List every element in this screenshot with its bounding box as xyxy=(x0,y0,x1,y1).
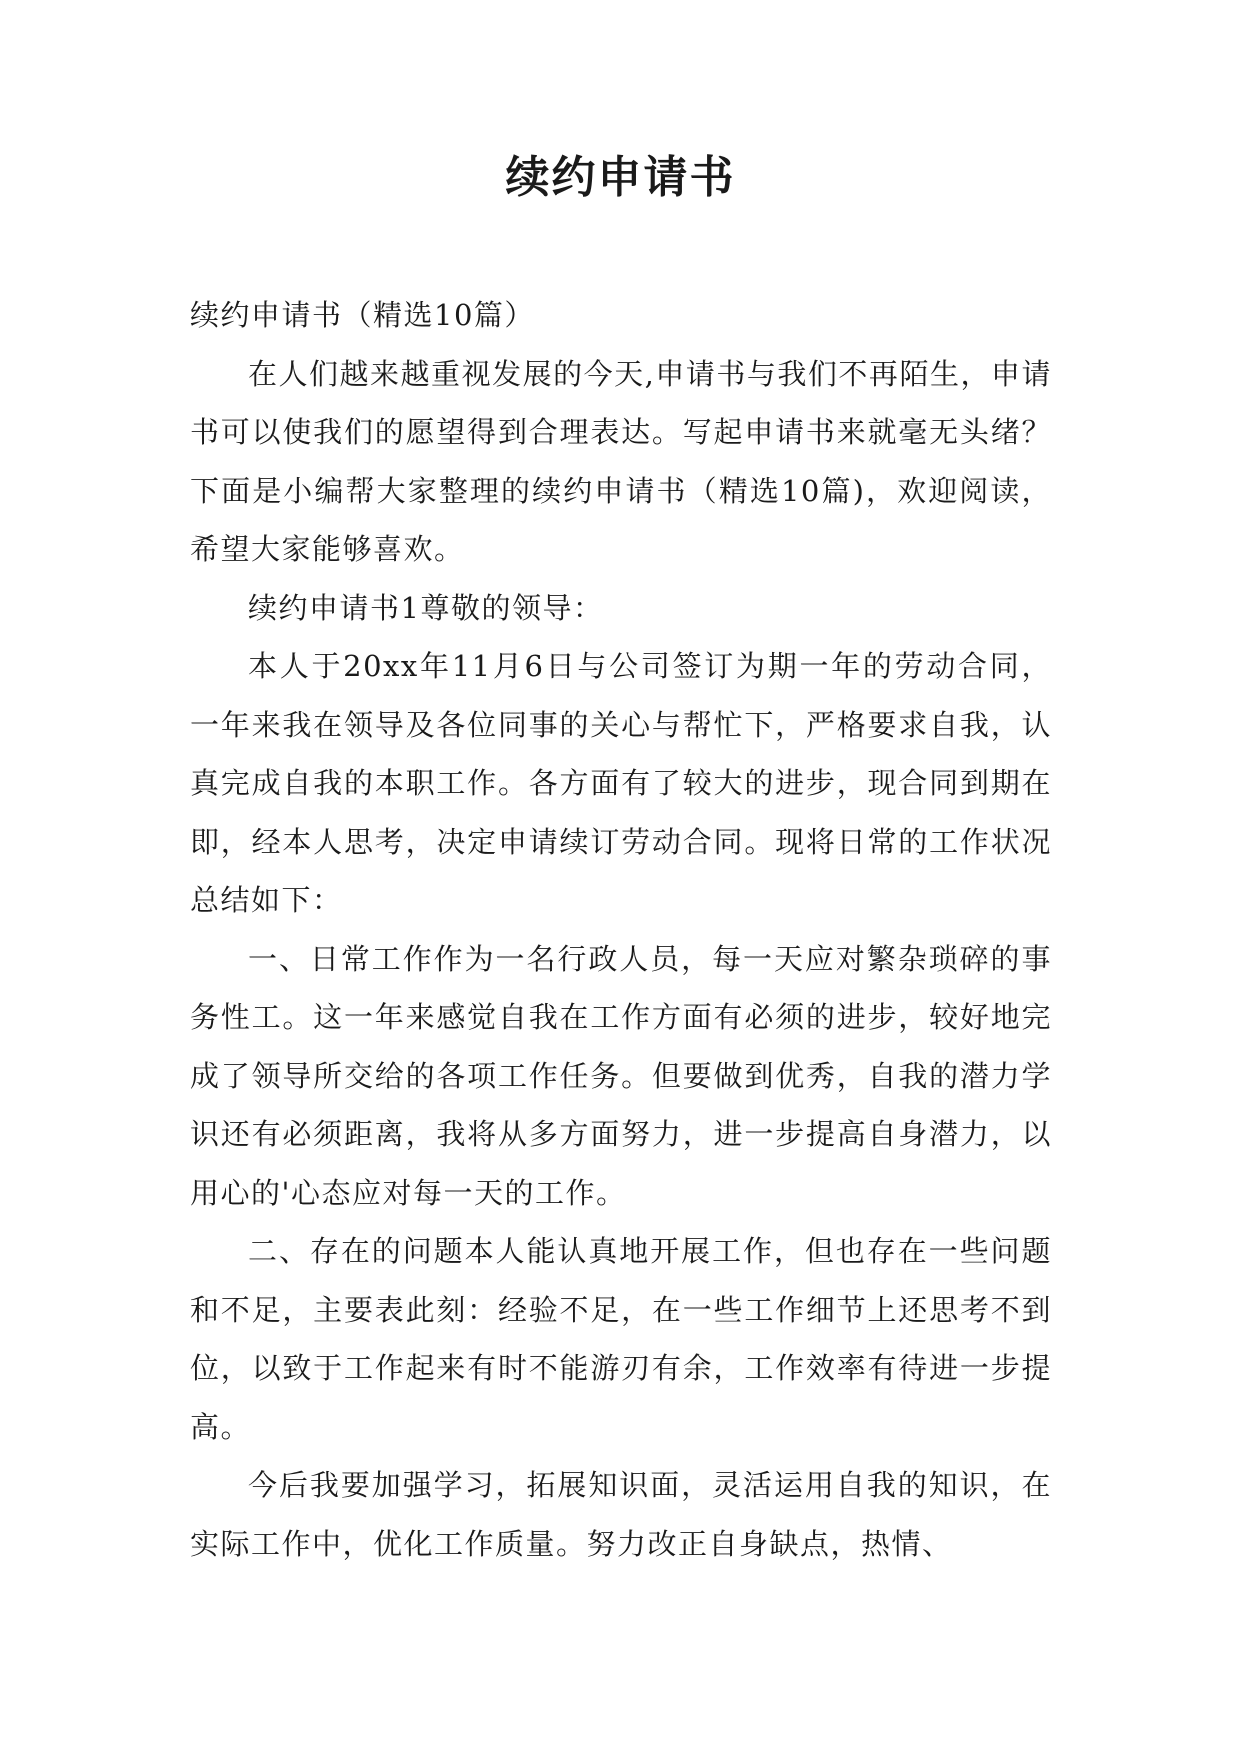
document-title: 续约申请书 xyxy=(505,152,736,203)
paragraph-future-plans: 今后我要加强学习，拓展知识面，灵活运用自我的知识，在实际工作中，优化工作质量。努力改正自身缺点，热情、 xyxy=(190,1468,1052,1561)
paragraph-salutation: 续约申请书1尊敬的领导： xyxy=(248,590,604,625)
paragraph-intro: 在人们越来越重视发展的今天,申请书与我们不再陌生，申请书可以使我们的愿望得到合理表达。写起申请书来就毫无头绪？下面是小编帮大家整理的续约申请书（精选10篇)，欢迎阅读，希望大家能够喜欢。 xyxy=(190,356,1052,566)
document-body xyxy=(190,286,1052,1573)
paragraph-contract: 本人于20xx年11月6日与公司签订为期一年的劳动合同，一年来我在领导及各位同事的关心与帮忙下，严格要求自我，认真完成自我的本职工作。各方面有了较大的进步，现合同到期在即，经本人思考，决定申请续订劳动合同。现将日常的工作状况总结如下： xyxy=(190,649,1052,917)
paragraph-subtitle: 续约申请书（精选10篇） xyxy=(190,298,535,332)
paragraph-problems: 二、存在的问题本人能认真地开展工作，但也存在一些问题和不足，主要表此刻：经验不足，在一些工作细节上还思考不到位，以致于工作起来有时不能游刃有余，工作效率有待进一步提高。 xyxy=(190,1234,1052,1444)
paragraph-daily-work: 一、日常工作作为一名行政人员，每一天应对繁杂琐碎的事务性工。这一年来感觉自我在工作方面有必须的进步，较好地完成了领导所交给的各项工作任务。但要做到优秀，自我的潜力学识还有必须距离，我将从多方面努力，进一步提高自身潜力，以用心的'心态应对每一天的工作。 xyxy=(190,941,1052,1210)
